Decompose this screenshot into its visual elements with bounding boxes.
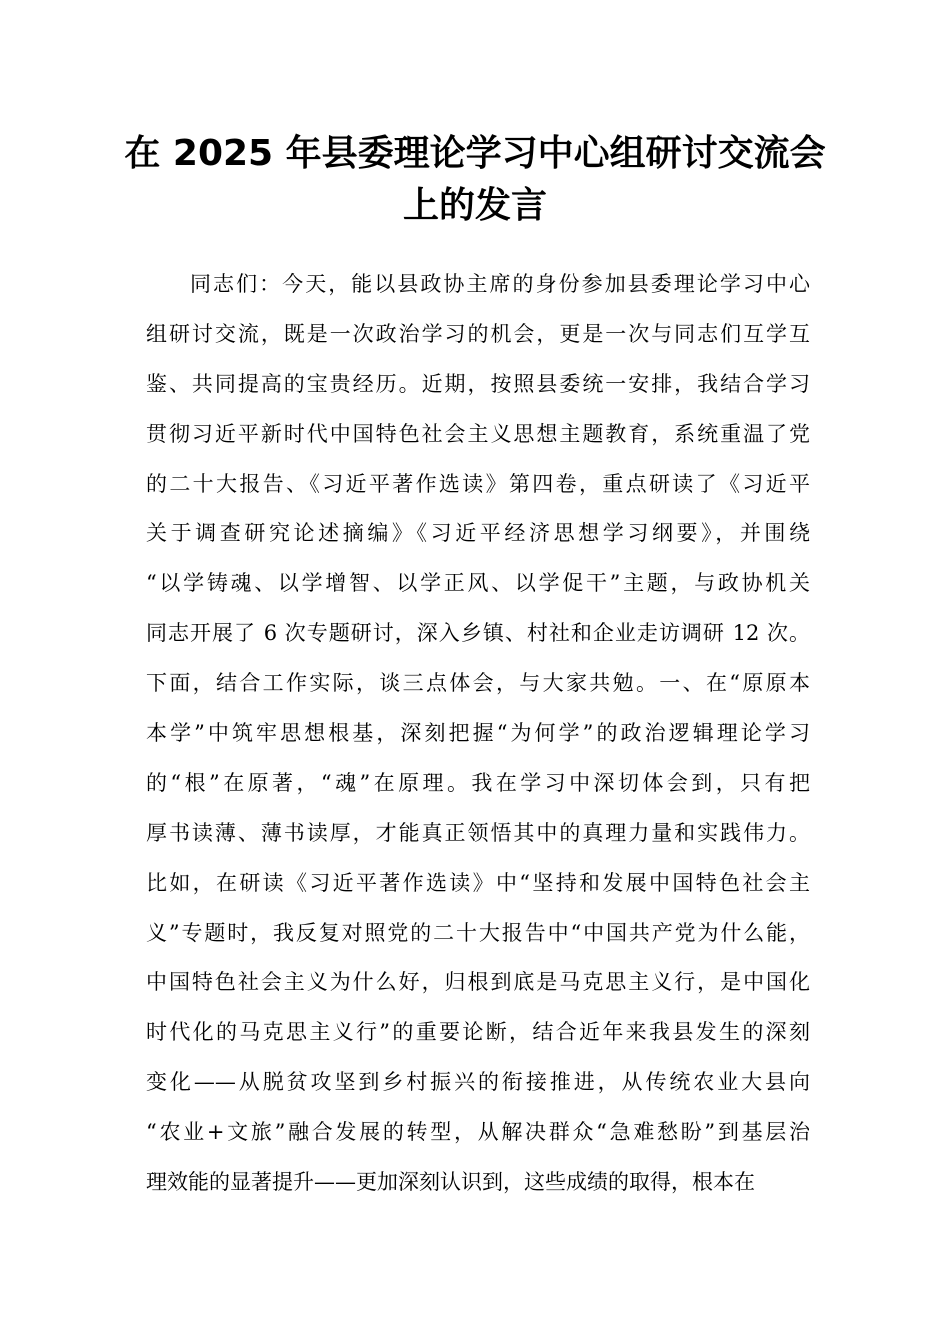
- body-line: 中国特色社会主义为什么好，归根到底是马克思主义行，是中国化: [146, 970, 810, 995]
- body-line: 比如，在研读《习近平著作选读》中“坚持和发展中国特色社会主: [146, 870, 810, 895]
- body-line: 下面，结合工作实际，谈三点体会，与大家共勉。一、在“原原本: [146, 671, 810, 696]
- body-line: 时代化的马克思主义行”的重要论断，结合近年来我县发生的深刻: [146, 1020, 810, 1045]
- body-line: “以学铸魂、以学增智、以学正风、以学促干”主题，与政协机关: [146, 571, 810, 596]
- title-line-2: 上的发言: [402, 185, 547, 226]
- body-line: 组研讨交流，既是一次政治学习的机会，更是一次与同志们互学互: [146, 321, 810, 346]
- body-line: 的二十大报告、《习近平著作选读》第四卷，重点研读了《习近平: [146, 471, 810, 496]
- body-line: “农业+文旅”融合发展的转型，从解决群众“急难愁盼”到基层治: [146, 1120, 810, 1145]
- body-line: 贯彻习近平新时代中国特色社会主义思想主题教育，系统重温了党: [146, 421, 810, 446]
- body-paragraph: [146, 260, 810, 1208]
- body-line: 本学”中筑牢思想根基，深刻把握“为何学”的政治逻辑理论学习: [146, 721, 810, 746]
- body-line: 同志开展了 6 次专题研讨，深入乡镇、村社和企业走访调研 12 次。: [146, 621, 810, 646]
- body-line: 同志们：今天，能以县政协主席的身份参加县委理论学习中心: [190, 272, 810, 296]
- body-line: 厚书读薄、薄书读厚，才能真正领悟其中的真理力量和实践伟力。: [146, 820, 810, 845]
- title-line-1: 在 2025 年县委理论学习中心组研讨交流会: [124, 133, 826, 174]
- document-title: [120, 128, 830, 232]
- body-line: 理效能的显著提升——更加深刻认识到，这些成绩的取得，根本在: [146, 1170, 755, 1195]
- body-line: 关于调查研究论述摘编》《习近平经济思想学习纲要》，并围绕: [146, 521, 810, 546]
- body-line: 鉴、共同提高的宝贵经历。近期，按照县委统一安排，我结合学习: [146, 371, 810, 396]
- body-line: 义”专题时，我反复对照党的二十大报告中“中国共产党为什么能，: [146, 920, 810, 945]
- body-line: 的“根”在原著，“魂”在原理。我在学习中深切体会到，只有把: [146, 770, 810, 795]
- body-line: 变化——从脱贫攻坚到乡村振兴的衔接推进，从传统农业大县向: [146, 1070, 810, 1095]
